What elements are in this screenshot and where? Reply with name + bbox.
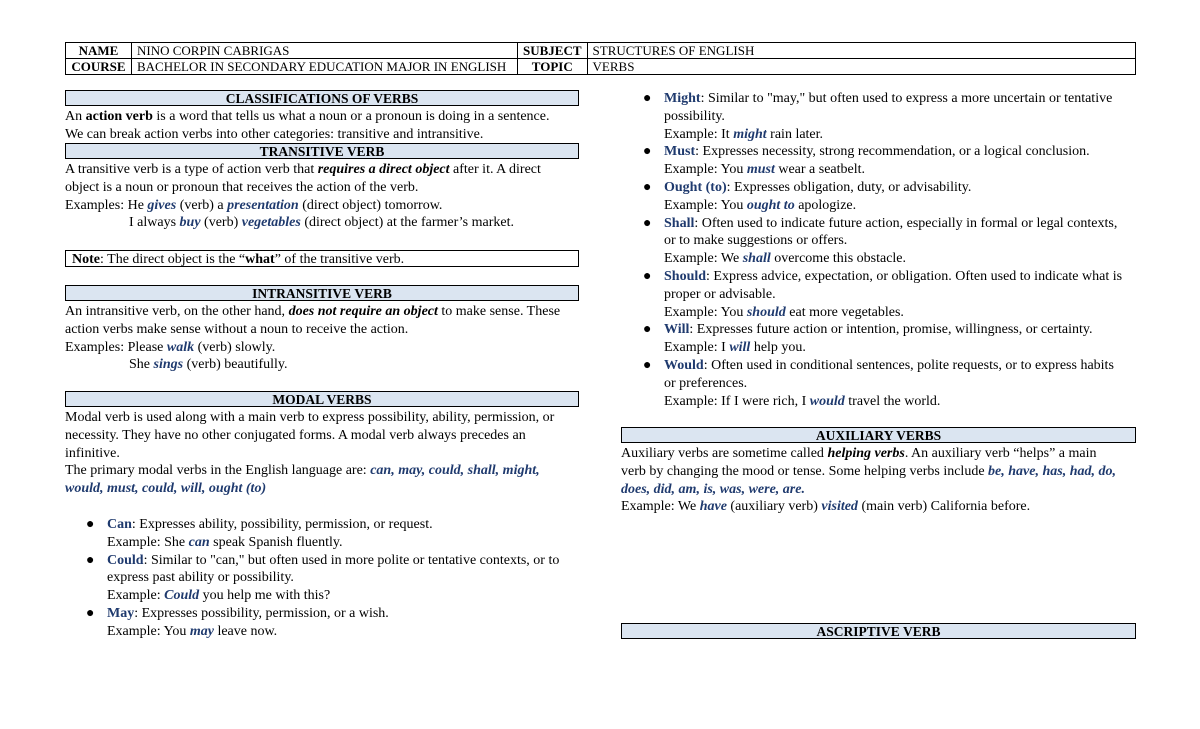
transitive-body: A transitive verb is a type of action verb that requires a direct object after it. A direct object is a noun or pronoun that receives the action of the verb. Examples: He gives (verb) a presentation (direct object) tomorrow. I always buy (verb) vegetables (direct object) at the farmer’s market. <box>65 162 541 231</box>
course-label: COURSE <box>66 59 132 75</box>
modal-list-right: ● Might: Similar to "may," but often used to express a more uncertain or tentative possibility. Example: It might rain later. ● Must: Expresses necessity, strong recommendation, or a logical conclusion. Example: You must wear a seatbelt. ● Ought (to): Expresses obligation, duty, or advisability. Example: You ought to apologize. ● Shall: Often used to indicate future action, especially in formal or legal contexts, or to make suggestions or offers. Example: We shall overcome this obstacle. ● Should: Express advice, expectation, or obligation. Often used to indicate what is proper or advisable. Example: You should eat more vegetables. ● Will: Expresses future action or intention, promise, willingness, or certainty. Example: I will help you. ● Would: Often used in conditional sentences, polite requests, or to express habits or preferences. Example: If I were rich, I would travel the world. <box>643 91 1123 409</box>
bullet-icon: ● <box>86 517 95 532</box>
bullet-icon: ● <box>643 322 652 338</box>
list-item: ● Ought (to): Expresses obligation, duty, or advisability. <box>643 179 972 195</box>
bullet-icon: ● <box>643 91 652 106</box>
course-value: BACHELOR IN SECONDARY EDUCATION MAJOR IN ENGLISH <box>132 59 518 75</box>
info-row-1 <box>66 43 1136 59</box>
auxiliary-body: Auxiliary verbs are sometime called helping verbs. An auxiliary verb “helps” a main verb by changing the mood or tense. Some helping verbs include be, have, has, had, do, does, did, am, is, was, were, are. Example: We have (auxiliary verb) visited (main verb) California before. <box>621 446 1116 515</box>
list-item: ● Shall: Often used to indicate future action, especially in formal or legal contexts, <box>643 215 1118 231</box>
note-box: Note: The direct object is the “what” of the transitive verb. <box>65 250 579 267</box>
list-item: ● Must: Expresses necessity, strong recommendation, or a logical conclusion. <box>643 144 1090 160</box>
list-item: ● Could: Similar to "can," but often used in more polite or tentative contexts, or to <box>86 552 560 568</box>
intransitive-body: An intransitive verb, on the other hand, does not require an object to make sense. These action verbs make sense without a noun to receive the action. Examples: Please walk (verb) slowly. She sings (verb) beautifully. <box>65 304 561 373</box>
topic-value: VERBS <box>587 59 1135 75</box>
modal-heading: MODAL VERBS <box>65 391 579 407</box>
intransitive-heading: INTRANSITIVE VERB <box>65 285 579 301</box>
bullet-icon: ● <box>643 179 652 195</box>
list-item: ● Would: Often used in conditional sentences, polite requests, or to express habits <box>643 357 1114 373</box>
list-item: ● May: Expresses possibility, permission, or a wish. <box>86 605 389 621</box>
list-item: ● Will: Expresses future action or intention, promise, willingness, or certainty. <box>643 322 1093 338</box>
modal-list-left: ● Can: Expresses ability, possibility, permission, or request. Example: She can speak Spanish fluently. ● Could: Similar to "can," but often used in more polite or tentative contexts, or to express past ability or possibility. Example: Could you help me with this? ● May: Expresses possibility, permission, or a wish. Example: You may leave now. <box>86 517 560 639</box>
name-value: NINO CORPIN CABRIGAS <box>132 43 518 59</box>
auxiliary-heading: AUXILIARY VERBS <box>621 427 1136 443</box>
transitive-heading: TRANSITIVE VERB <box>65 143 579 159</box>
bullet-icon: ● <box>86 605 95 621</box>
bullet-icon: ● <box>643 357 652 373</box>
classifications-body: An action verb is a word that tells us what a noun or a pronoun is doing in a sentence. We can break action verbs into other categories: transitive and intransitive. <box>65 109 550 142</box>
list-item: ● Might: Similar to "may," but often used to express a more uncertain or tentative <box>643 91 1113 106</box>
name-label: NAME <box>66 43 132 59</box>
list-item: ● Should: Express advice, expectation, or obligation. Often used to indicate what is <box>643 268 1123 284</box>
subject-value: STRUCTURES OF ENGLISH <box>587 43 1135 59</box>
info-table <box>65 42 1136 75</box>
info-row-2 <box>66 59 1136 75</box>
bullet-icon: ● <box>86 552 95 568</box>
list-item: ● Can: Expresses ability, possibility, permission, or request. <box>86 517 433 532</box>
modal-body: Modal verb is used along with a main verb to express possibility, ability, permission, or necessity. They have no other conjugated forms. A modal verb always precedes an infinitive. The primary modal verbs in the English language are: can, may, could, shall, might, would, must, could, will, ought (to) <box>65 410 555 497</box>
subject-label: SUBJECT <box>518 43 588 59</box>
bullet-icon: ● <box>643 144 652 160</box>
topic-label: TOPIC <box>518 59 588 75</box>
classifications-heading: CLASSIFICATIONS OF VERBS <box>65 90 579 106</box>
bullet-icon: ● <box>643 215 652 231</box>
bullet-icon: ● <box>643 268 652 284</box>
ascriptive-heading: ASCRIPTIVE VERB <box>621 623 1136 639</box>
